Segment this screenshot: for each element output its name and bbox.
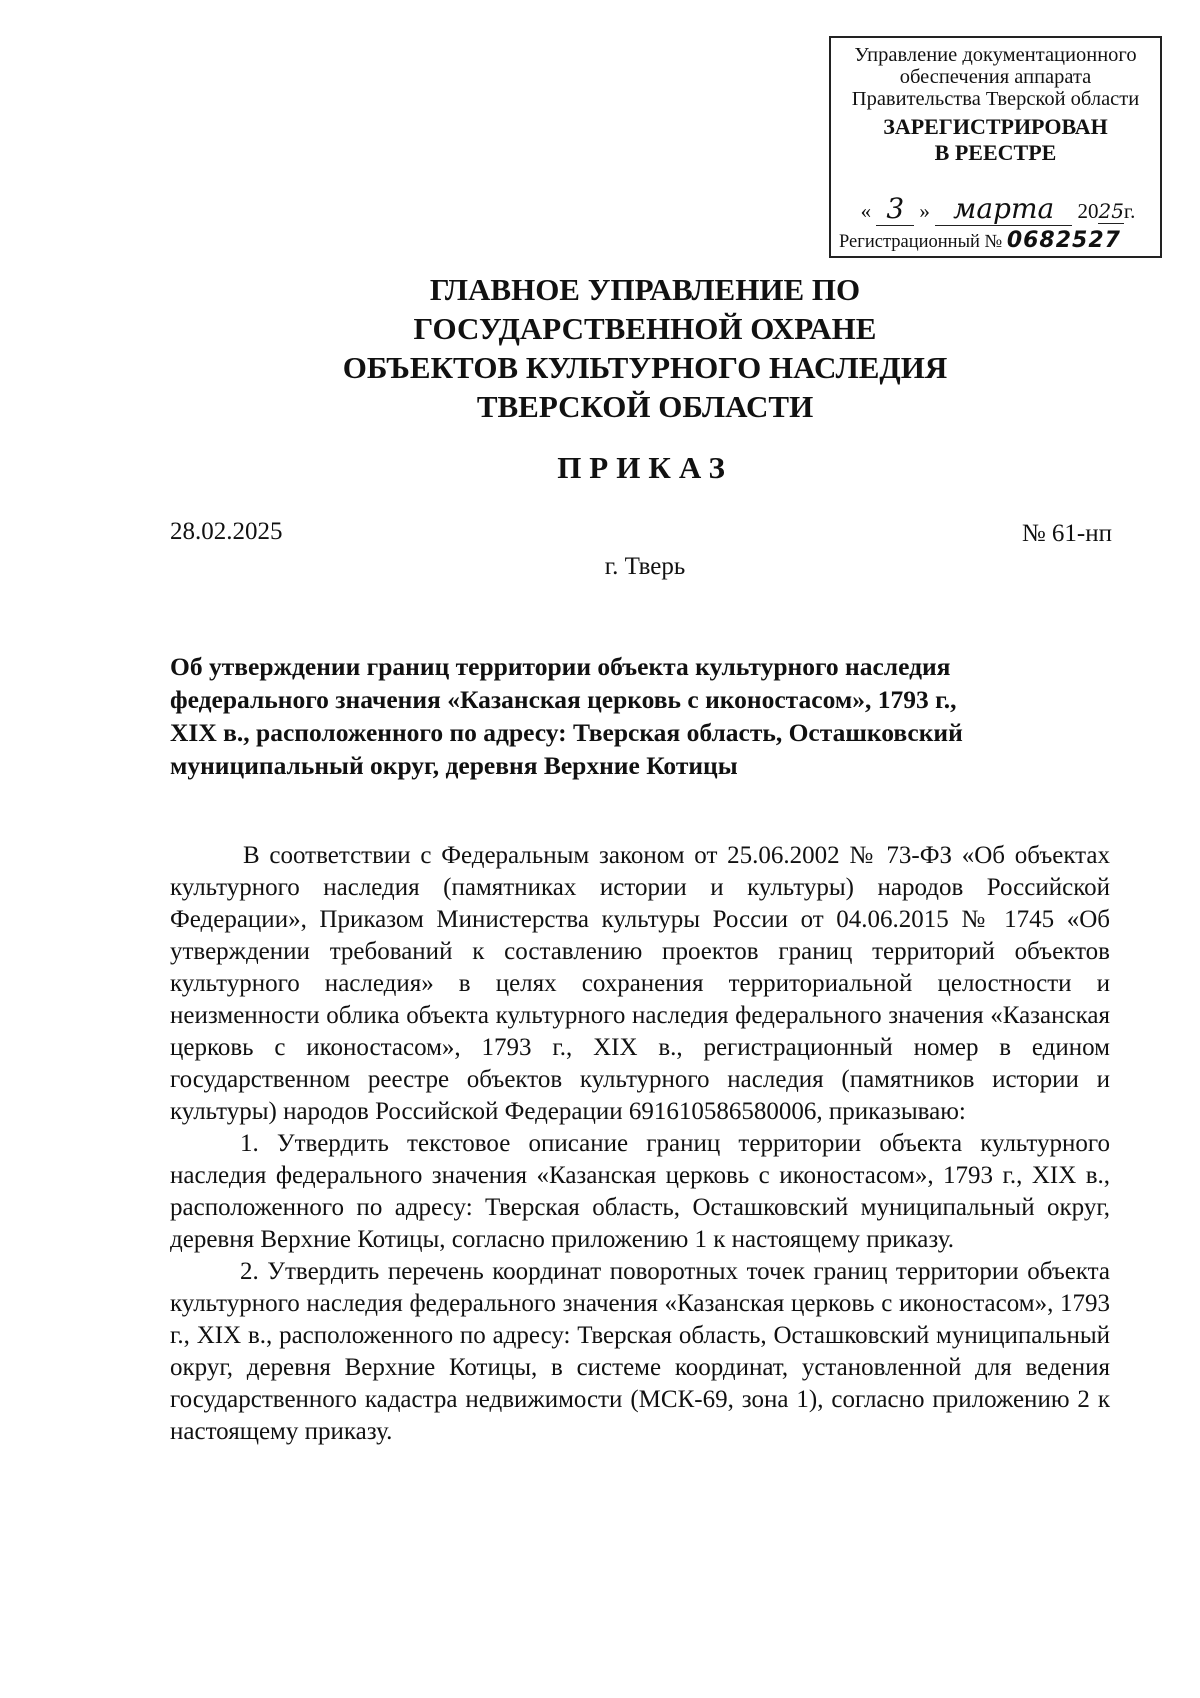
order-city: г. Тверь (604, 553, 686, 580)
stamp-org-line: обеспечения аппарата (899, 66, 1092, 88)
registration-stamp (829, 36, 1162, 258)
stamp-date-line (843, 192, 1153, 226)
stamp-date-open-quote: « (860, 199, 872, 223)
agency-header-line: ОБЪЕКТОВ КУЛЬТУРНОГО НАСЛЕДИЯ (342, 350, 948, 385)
order-body (170, 840, 1110, 1448)
order-title: ПРИКАЗ (557, 450, 733, 485)
order-subject (170, 650, 1070, 782)
stamp-org-line: Правительства Тверской области (851, 88, 1140, 110)
agency-header (170, 270, 1120, 426)
stamp-regnum-label: Регистрационный № (839, 232, 1003, 252)
stamp-date-day: 3 (876, 192, 914, 226)
agency-header-line: ГОСУДАРСТВЕННОЙ ОХРАНЕ (413, 311, 877, 346)
stamp-registered-line: В РЕЕСТРЕ (934, 140, 1057, 165)
agency-header-line: ГЛАВНОЕ УПРАВЛЕНИЕ ПО (429, 272, 861, 307)
subject-line: XIX в., расположенного по адресу: Тверская область, Осташковский (170, 718, 963, 747)
body-item-1: 1. Утвердить текстовое описание границ территории объекта культурного наследия федерального значения «Казанская церковь с иконостасом», 1793 г., XIX в., расположенного по адресу: Тверская область, Осташковский муниципальный округ, деревня Верхние Котицы, согласно приложению 1 к настоящему приказу. (170, 1130, 1110, 1253)
order-date: 28.02.2025 (170, 518, 283, 545)
stamp-date-year-prefix: 20 (1077, 199, 1099, 223)
subject-line: муниципальный округ, деревня Верхние Котицы (170, 751, 738, 780)
stamp-date-month: марта (935, 192, 1072, 226)
stamp-regnum-value: 0682527 (1006, 228, 1121, 253)
body-item-2: 2. Утвердить перечень координат поворотных точек границ территории объекта культурного наследия федерального значения «Казанская церковь с иконостасом», 1793 г., XIX в., расположенного по адресу: Тверская область, Осташковский муниципальный округ, деревня Верхние Котицы, в системе координат, установленной для ведения государственного кадастра недвижимости (МСК-69, зона 1), согласно приложению 2 к настоящему приказу. (170, 1258, 1110, 1445)
stamp-date-year-unit: г. (1123, 199, 1136, 223)
stamp-registered-line: ЗАРЕГИСТРИРОВАН (883, 114, 1108, 139)
stamp-date-close-quote: » (919, 199, 930, 223)
stamp-org-line: Управление документационного (854, 44, 1137, 66)
order-number: № 61-нп (1021, 520, 1112, 547)
body-preamble: В соответствии с Федеральным законом от 25.06.2002 № 73-ФЗ «Об объектах культурного наследия (памятниках истории и культуры) народов Российской Федерации», Приказом Министерства культуры России от 04.06.2015 № 1745 «Об утверждении требований к составлению проектов границ территорий объектов культурного наследия» в целях сохранения территориальной целостности и неизменности облика объекта культурного наследия федерального значения «Казанская церковь с иконостасом», 1793 г., XIX в., регистрационный номер в едином государственном реестре объектов культурного наследия (памятников истории и культуры) народов Российской Федерации 691610586580006, приказываю: (170, 842, 1110, 1125)
subject-line: Об утверждении границ территории объекта культурного наследия (170, 652, 951, 681)
agency-header-line: ТВЕРСКОЙ ОБЛАСТИ (476, 389, 814, 424)
subject-line: федерального значения «Казанская церковь с иконостасом», 1793 г., (170, 685, 957, 714)
stamp-date-year-suffix: 25 (1098, 199, 1124, 223)
stamp-regnum-line (839, 228, 1121, 253)
